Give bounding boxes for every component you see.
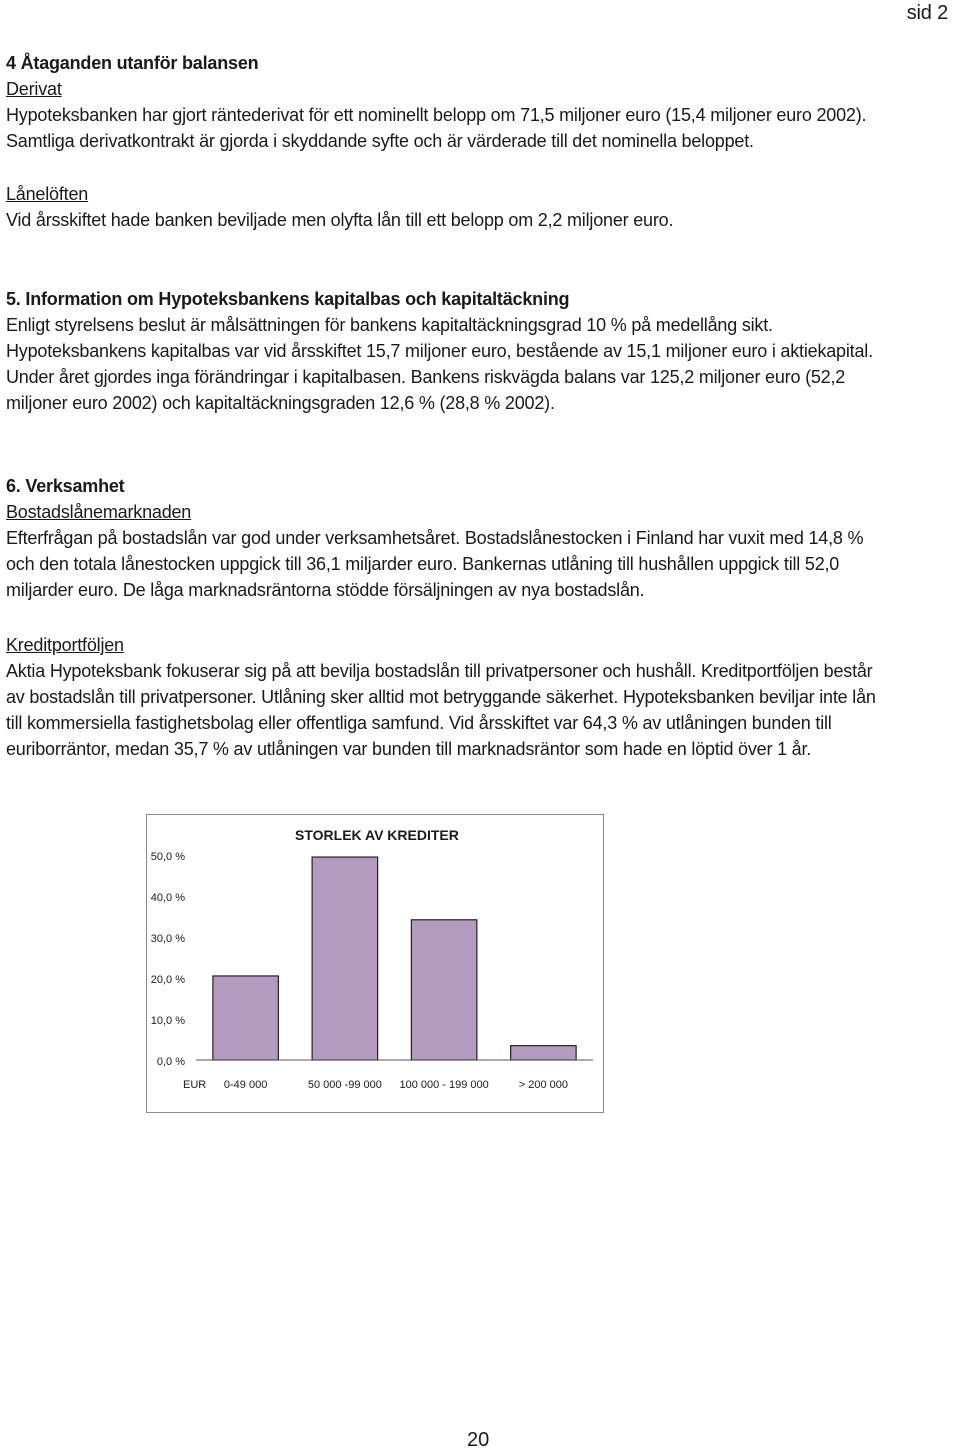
x-tick-label: > 200 000 xyxy=(518,1079,568,1091)
bar-chart xyxy=(147,815,605,1114)
section-4-title: 4 Åtaganden utanför balansen xyxy=(6,53,259,73)
section-5-title: 5. Information om Hypoteksbankens kapitalbas och kapitaltäckning xyxy=(6,289,570,309)
x-axis-label: EUR xyxy=(183,1079,207,1091)
bar xyxy=(312,857,378,1060)
kredit-line-1: Aktia Hypoteksbank fokuserar sig på att bevilja bostadslån till privatpersoner och hushåll. Kreditportföljen består xyxy=(6,661,873,681)
kredit-line-2: av bostadslån till privatpersoner. Utlåning sker alltid mot betryggande säkerhet. Hypoteksbanken beviljar inte lån xyxy=(6,687,876,707)
bostad-line-1: Efterfrågan på bostadslån var god under verksamhetsåret. Bostadslånestocken i Finland har vuxit med 14,8 % xyxy=(6,528,864,548)
chart-frame xyxy=(146,814,604,1113)
derivat-heading: Derivat xyxy=(6,79,62,99)
derivat-line-1: Hypoteksbanken har gjort räntederivat för ett nominellt belopp om 71,5 miljoner euro (15,4 miljoner euro 2002). xyxy=(6,105,867,125)
y-tick-label: 40,0 % xyxy=(150,892,185,904)
bostad-line-3: miljarder euro. De låga marknadsräntorna stödde försäljningen av nya bostadslån. xyxy=(6,580,645,600)
section-5-line-4: miljoner euro 2002) och kapitaltäckningsgraden 12,6 % (28,8 % 2002). xyxy=(6,393,555,413)
laneloften-line-1: Vid årsskiftet hade banken beviljade men olyfta lån till ett belopp om 2,2 miljoner euro. xyxy=(6,210,674,230)
y-tick-label: 20,0 % xyxy=(150,974,185,986)
page-label: sid 2 xyxy=(906,2,948,24)
section-5-line-1: Enligt styrelsens beslut är målsättningen för bankens kapitaltäckningsgrad 10 % på medellång sikt. xyxy=(6,315,773,335)
bostad-line-2: och den totala lånestocken uppgick till 36,1 miljarder euro. Bankernas utlåning till hushållen uppgick till 52,0 xyxy=(6,554,840,574)
derivat-line-2: Samtliga derivatkontrakt är gjorda i skyddande syfte och är värderade till det nominella beloppet. xyxy=(6,131,754,151)
bar xyxy=(213,976,279,1060)
section-5-line-2: Hypoteksbankens kapitalbas var vid årsskiftet 15,7 miljoner euro, bestående av 15,1 miljoner euro i aktiekapital. xyxy=(6,341,873,361)
x-tick-label: 0-49 000 xyxy=(223,1079,268,1091)
page-number: 20 xyxy=(467,1429,490,1451)
bar xyxy=(411,920,477,1060)
section-5-line-3: Under året gjordes inga förändringar i kapitalbasen. Bankens riskvägda balans var 125,2 miljoner euro (52,2 xyxy=(6,367,846,387)
kredit-line-4: euriborräntor, medan 35,7 % av utlåningen var bunden till marknadsräntor som hade en löptid över 1 år. xyxy=(6,739,812,759)
kredit-heading: Kreditportföljen xyxy=(6,635,124,655)
y-tick-label: 50,0 % xyxy=(150,851,185,863)
kredit-line-3: till kommersiella fastighetsbolag eller offentliga samfund. Vid årsskiftet var 64,3 % av utlåningen bunden till xyxy=(6,713,832,733)
bar xyxy=(511,1046,577,1060)
laneloften-heading: Lånelöften xyxy=(6,184,89,204)
section-6-title: 6. Verksamhet xyxy=(6,476,125,496)
bostad-heading: Bostadslånemarknaden xyxy=(6,502,192,522)
x-tick-label: 100 000 - 199 000 xyxy=(399,1079,489,1091)
y-tick-label: 30,0 % xyxy=(150,933,185,945)
x-tick-label: 50 000 -99 000 xyxy=(307,1079,382,1091)
y-tick-label: 10,0 % xyxy=(150,1015,185,1027)
chart-title: STORLEK AV KREDITER xyxy=(295,827,459,843)
y-tick-label: 0,0 % xyxy=(156,1056,185,1068)
